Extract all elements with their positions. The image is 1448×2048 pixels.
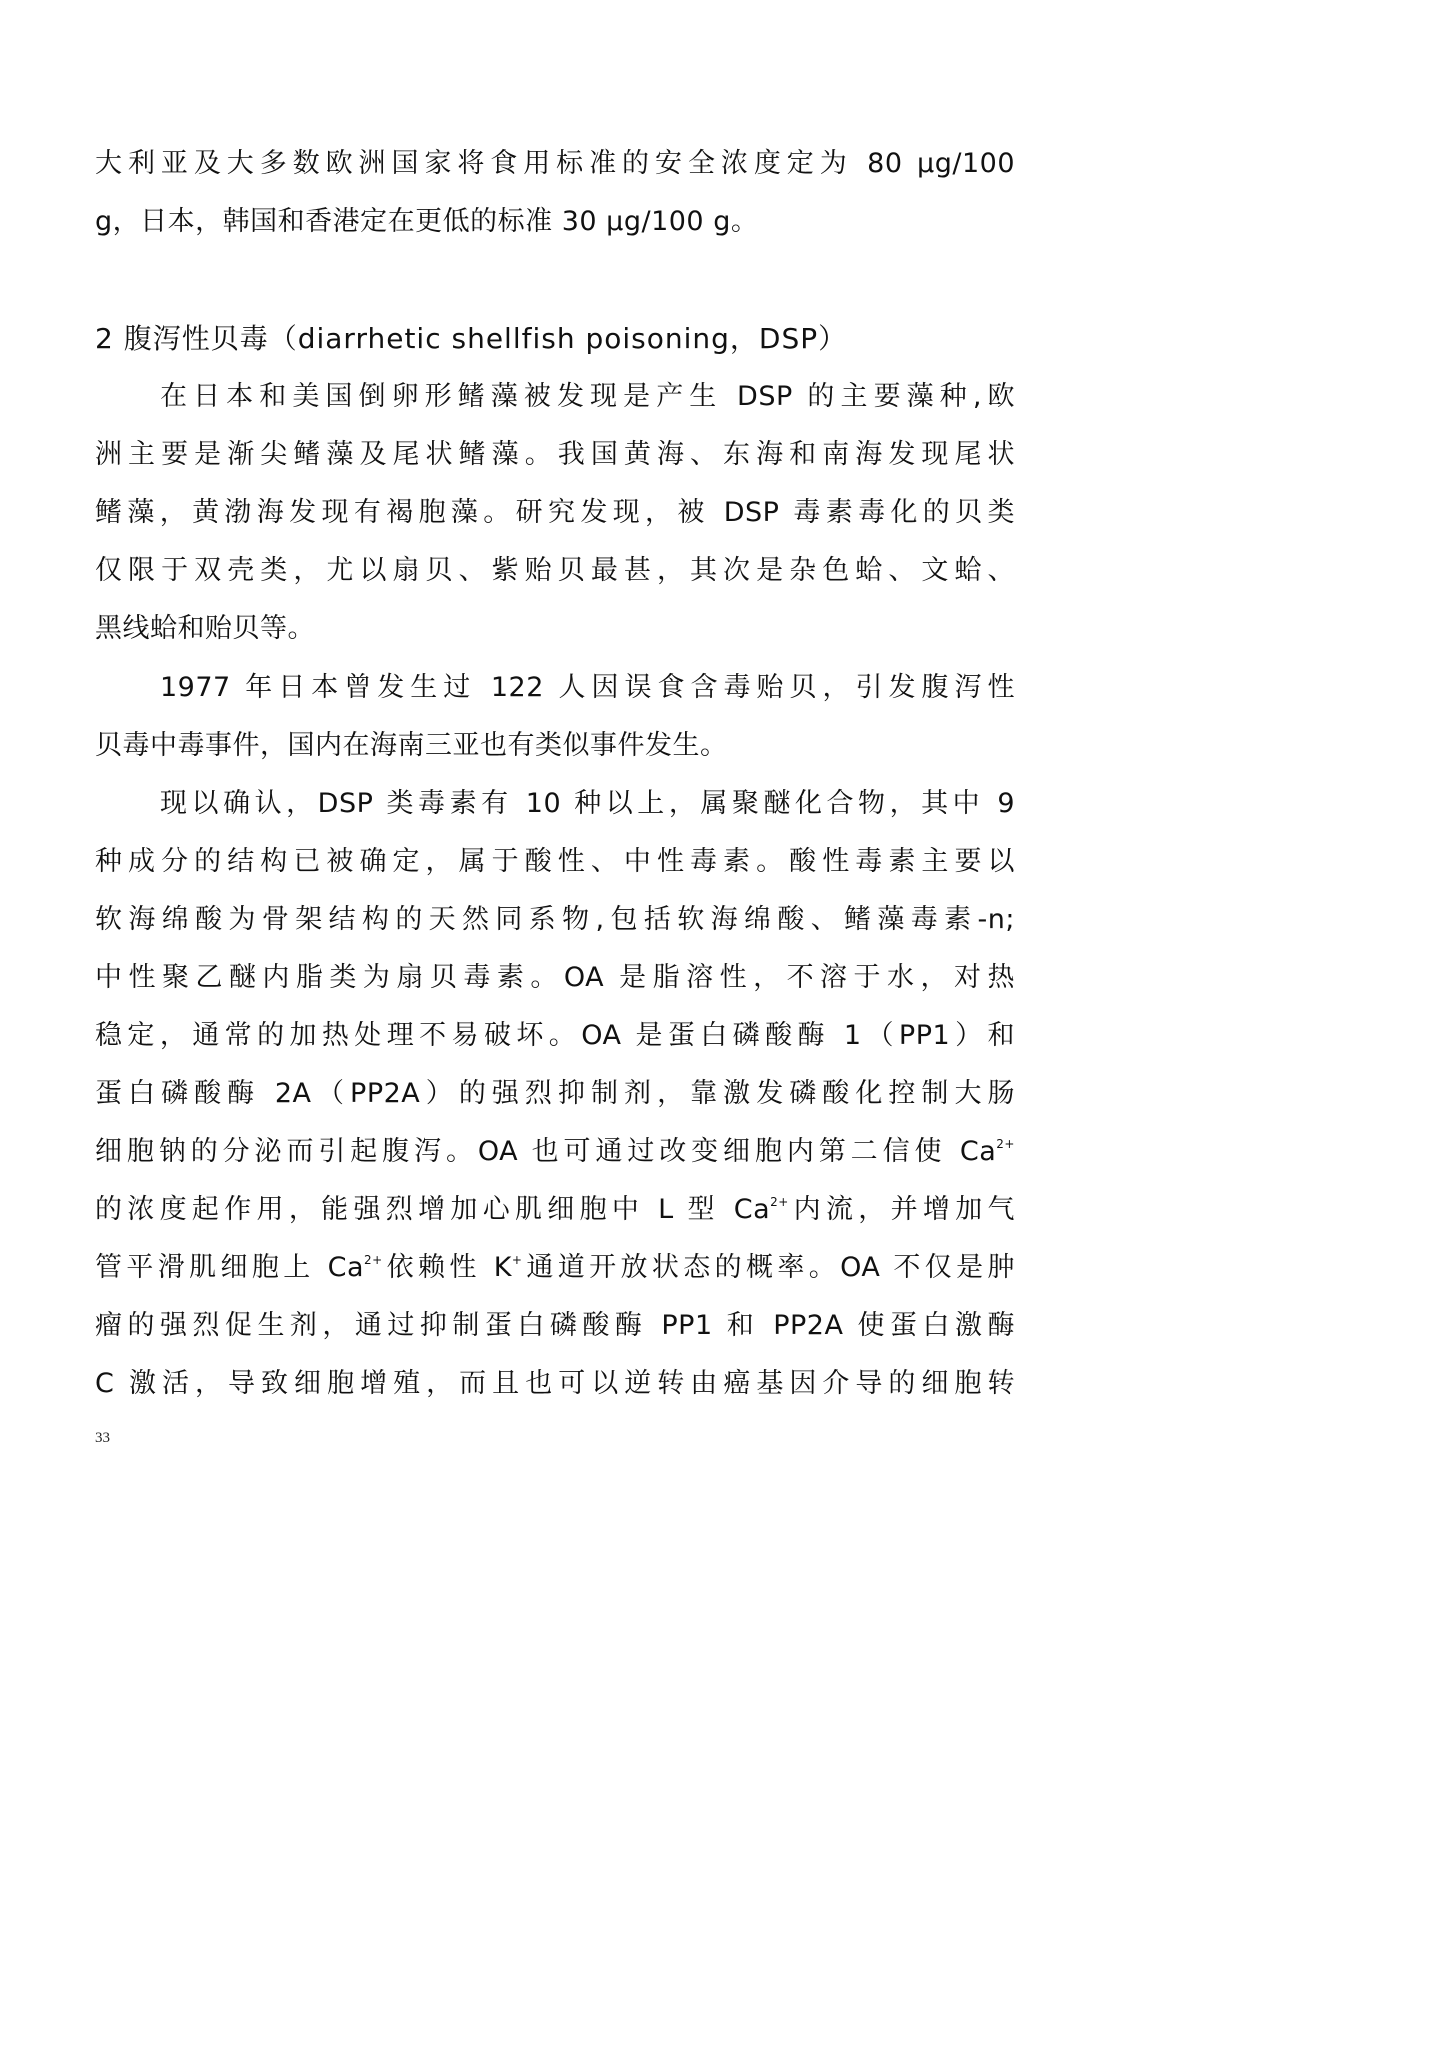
- text-line: 1977 年日本曾发生过 122 人因误食含毒贻贝，引发腹泻性: [160, 672, 1015, 703]
- text-line: [95, 1254, 1015, 1281]
- superscript: 2+: [770, 1195, 789, 1209]
- text-segment: 内流，并增加气: [788, 1194, 1016, 1225]
- text-line: g，日本，韩国和香港定在更低的标准 30 μg/100 g。: [95, 206, 759, 237]
- text-line: 贝毒中毒事件，国内在海南三亚也有类似事件发生。: [95, 730, 728, 761]
- section-heading: 2 腹泻性贝毒（diarrhetic shellfish poisoning，DSP）: [95, 322, 848, 355]
- text-segment: 管平滑肌细胞上 Ca: [95, 1252, 365, 1283]
- text-line: 鳍藻，黄渤海发现有褐胞藻。研究发现，被 DSP 毒素毒化的贝类: [95, 497, 1015, 528]
- superscript: 2+: [996, 1137, 1015, 1151]
- text-segment: 通道开放状态的概率。OA 不仅是肿: [522, 1252, 1015, 1283]
- text-line: 种成分的结构已被确定，属于酸性、中性毒素。酸性毒素主要以: [95, 846, 1015, 877]
- text-line: 大利亚及大多数欧洲国家将食用标准的安全浓度定为 80 μg/100: [95, 148, 1015, 179]
- text-line: 仅限于双壳类，尤以扇贝、紫贻贝最甚，其次是杂色蛤、文蛤、: [95, 555, 1015, 586]
- text-line: 黑线蛤和贻贝等。: [95, 613, 315, 644]
- text-segment: 依赖性 K: [382, 1252, 512, 1283]
- text-line: 瘤的强烈促生剂，通过抑制蛋白磷酸酶 PP1 和 PP2A 使蛋白激酶: [95, 1310, 1015, 1341]
- text-line: C 激活，导致细胞增殖，而且也可以逆转由癌基因介导的细胞转: [95, 1368, 1015, 1399]
- text-segment: 的浓度起作用，能强烈增加心肌细胞中 L 型 Ca: [95, 1194, 771, 1225]
- text-segment: 细胞钠的分泌而引起腹泻。OA 也可通过改变细胞内第二信使 Ca: [95, 1136, 997, 1167]
- text-line: 洲主要是渐尖鳍藻及尾状鳍藻。我国黄海、东海和南海发现尾状: [95, 439, 1015, 470]
- text-line: 稳定，通常的加热处理不易破坏。OA 是蛋白磷酸酶 1（PP1）和: [95, 1020, 1015, 1051]
- superscript: 2+: [364, 1253, 383, 1267]
- text-line: 中性聚乙醚内脂类为扇贝毒素。OA 是脂溶性，不溶于水，对热: [95, 962, 1015, 993]
- superscript: +: [511, 1253, 523, 1267]
- text-line: 软海绵酸为骨架结构的天然同系物,包括软海绵酸、鳍藻毒素-n;: [95, 904, 1015, 935]
- page-number: 33: [95, 1430, 110, 1446]
- text-line: 在日本和美国倒卵形鳍藻被发现是产生 DSP 的主要藻种,欧: [160, 381, 1015, 412]
- text-line: 蛋白磷酸酶 2A（PP2A）的强烈抑制剂，靠激发磷酸化控制大肠: [95, 1078, 1015, 1109]
- text-line: 现以确认，DSP 类毒素有 10 种以上，属聚醚化合物，其中 9: [160, 788, 1015, 819]
- text-line: [95, 1196, 1015, 1223]
- text-line: [95, 1138, 1015, 1165]
